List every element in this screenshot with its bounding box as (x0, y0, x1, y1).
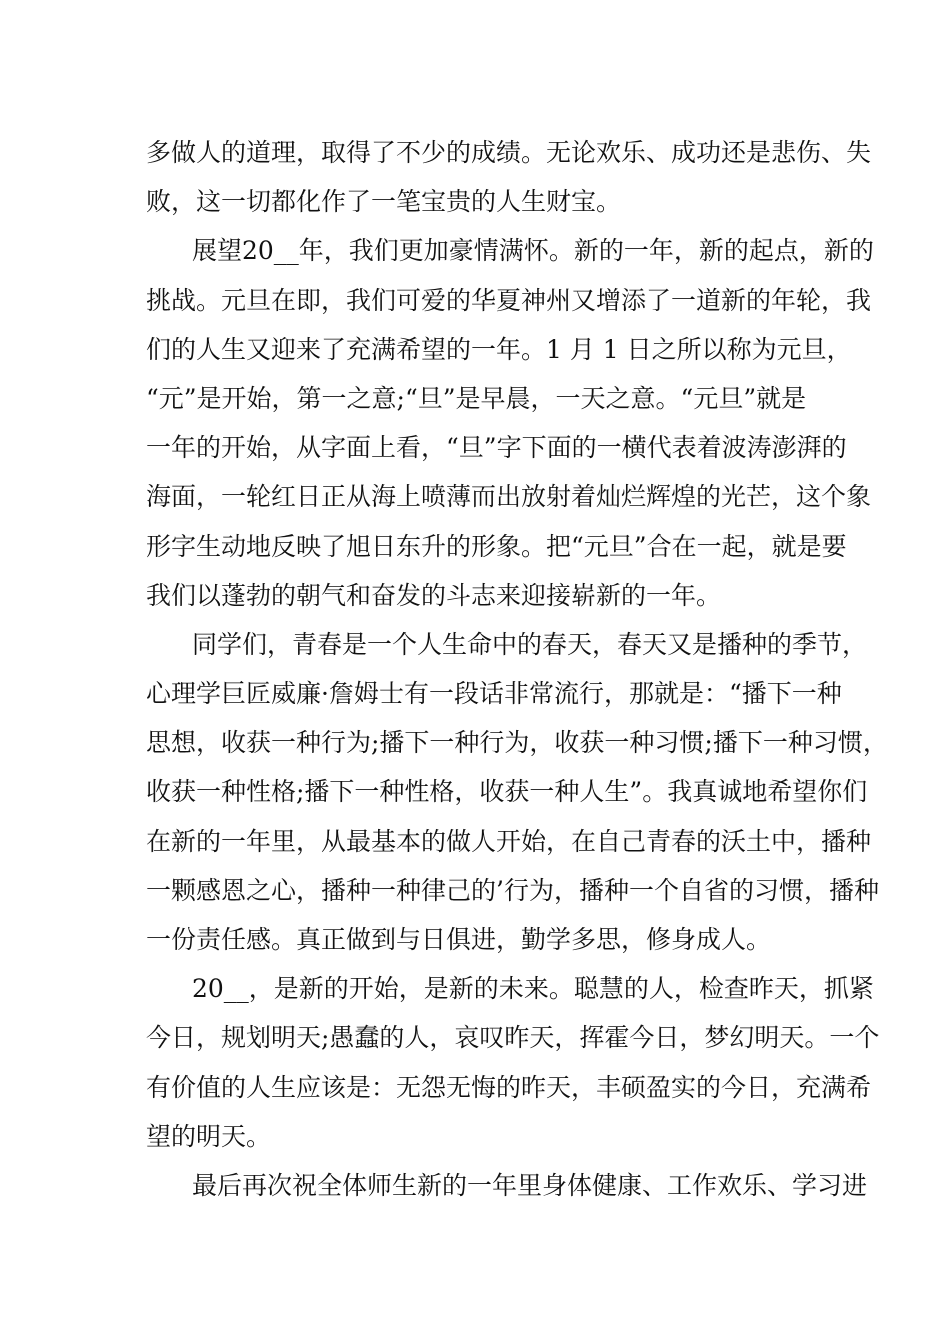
text-line: 今日，规划明天;愚蠢的人，哀叹昨天，挥霍今日，梦幻明天。一个 (146, 1023, 880, 1053)
text-line: 们的人生又迎来了充满希望的一年。1 月 1 日之所以称为元旦， (146, 334, 852, 364)
paragraph-start-line: 最后再次祝全体师生新的一年里身体健康、工作欢乐、学习进 (192, 1170, 868, 1200)
text-line: 海面，一轮红日正从海上喷薄而出放射着灿烂辉煌的光芒，这个象 (146, 482, 872, 512)
paragraph-start-line: 同学们，青春是一个人生命中的春天，春天又是播种的季节， (192, 629, 868, 659)
document-body (146, 128, 888, 1210)
text-line: 我们以蓬勃的朝气和奋发的斗志来迎接崭新的一年。 (146, 580, 722, 610)
text-line: 挑战。元旦在即，我们可爱的华夏神州又增添了一道新的年轮，我 (146, 285, 872, 315)
text-line: 有价值的人生应该是：无怨无悔的昨天，丰硕盈实的今日，充满希 (146, 1072, 872, 1102)
text-line: 在新的一年里，从最基本的做人开始，在自己青春的沃土中，播种 (146, 826, 872, 856)
text-line: 思想，收获一种行为;播下一种行为，收获一种习惯;播下一种习惯， (146, 728, 888, 758)
text-line: 多做人的道理，取得了不少的成绩。无论欢乐、成功还是悲伤、失 (146, 138, 872, 167)
text-line: 一年的开始，从字面上看，“旦”字下面的一横代表着波涛澎湃的 (146, 433, 847, 463)
paragraph-start-line: 展望20__年，我们更加豪情满怀。新的一年，新的起点，新的 (192, 236, 874, 266)
text-line: 望的明天。 (146, 1121, 272, 1151)
text-line: 收获一种性格;播下一种性格，收获一种人生”。我真诚地希望你们 (146, 777, 868, 807)
paragraph-start-line: 20__，是新的开始，是新的未来。聪慧的人，检查昨天，抓紧 (192, 974, 874, 1004)
text-line: “元”是开始，第一之意;“旦”是早晨，一天之意。“元旦”就是 (146, 383, 807, 413)
text-line: 一份责任感。真正做到与日俱进，勤学多思，修身成人。 (146, 925, 772, 954)
text-line: 心理学巨匠威廉·詹姆士有一段话非常流行，那就是：“播下一种 (146, 679, 842, 709)
text-line: 一颗感恩之心，播种一种律己的’行为，播种一个自省的习惯，播种 (146, 875, 879, 905)
text-line: 败，这一切都化作了一笔宝贵的人生财宝。 (146, 187, 622, 217)
text-line: 形字生动地反映了旭日东升的形象。把“元旦”合在一起，就是要 (146, 531, 847, 561)
